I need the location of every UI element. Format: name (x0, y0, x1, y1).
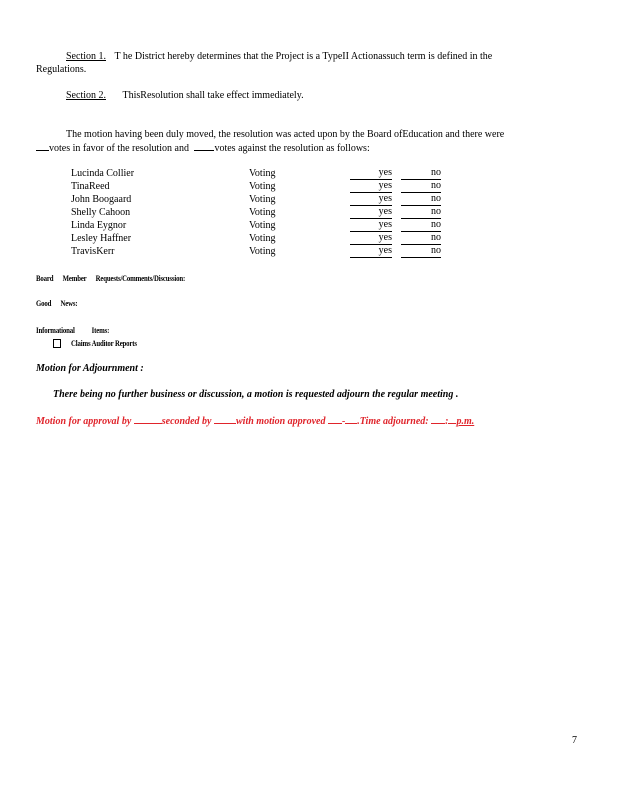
no-blank[interactable]: no (401, 193, 441, 206)
voting-label: Voting (249, 168, 276, 179)
board-member-requests-heading: Board Member Requests/Comments/Discussion: (36, 273, 186, 283)
approval-part-2: seconded by (161, 416, 212, 427)
approval-part-6: : (445, 416, 449, 427)
seconded-by-blank[interactable] (214, 414, 236, 424)
no-blank[interactable]: no (401, 180, 441, 193)
yes-blank[interactable]: yes (350, 245, 392, 258)
motion-paragraph (36, 128, 581, 155)
member-name: John Boogaard (71, 194, 132, 205)
no-blank[interactable]: no (401, 245, 441, 258)
adjournment-text: There being no further business or discussion, a motion is requested adjourn the regular meeting . (53, 389, 459, 400)
approval-part-4: - (341, 416, 346, 427)
member-name: Shelly Cahoon (71, 207, 131, 218)
no-blank[interactable]: no (401, 206, 441, 219)
yes-blank[interactable]: yes (350, 219, 392, 232)
no-blank[interactable]: no (401, 219, 441, 232)
vote-row (71, 232, 491, 245)
approval-line (36, 414, 474, 428)
yes-blank[interactable]: yes (350, 206, 392, 219)
voting-label: Voting (249, 246, 276, 257)
yes-blank[interactable]: yes (350, 180, 392, 193)
section-2-paragraph (66, 89, 576, 102)
motion-line-2b: votes against the resolution as follows: (214, 143, 370, 154)
vote-row (71, 219, 491, 232)
page-number: 7 (572, 735, 577, 746)
yes-blank[interactable]: yes (350, 167, 392, 180)
vote-row (71, 180, 491, 193)
voting-label: Voting (249, 194, 276, 205)
adjournment-heading: Motion for Adjournment : (36, 363, 144, 374)
votes-table (71, 167, 491, 262)
approval-part-7: p.m. (456, 416, 475, 427)
motion-line-2a: votes in favor of the resolution and (49, 143, 189, 154)
vote-row (71, 245, 491, 258)
approved-count-blank-2[interactable] (345, 414, 357, 424)
member-name: Lesley Haffner (71, 233, 132, 244)
no-blank[interactable]: no (401, 232, 441, 245)
section-1-text-line1: T he District hereby determines that the Project is a TypeII Actionassuch term is defined in the (114, 51, 493, 62)
approval-part-1: Motion for approval by (36, 416, 132, 427)
votes-against-blank[interactable] (194, 141, 214, 151)
time-hour-blank[interactable] (431, 414, 445, 424)
member-name: TinaReed (71, 181, 110, 192)
no-blank[interactable]: no (401, 167, 441, 180)
checkbox-bullet-icon (53, 339, 61, 348)
voting-label: Voting (249, 207, 276, 218)
votes-in-favor-blank[interactable] (36, 141, 49, 151)
member-name: Linda Eygnor (71, 220, 127, 231)
voting-label: Voting (249, 181, 276, 192)
voting-label: Voting (249, 233, 276, 244)
informational-items-heading: Informational Items: (36, 325, 110, 335)
voting-label: Voting (249, 220, 276, 231)
vote-row (71, 167, 491, 180)
vote-row (71, 206, 491, 219)
good-news-heading: Good News: (36, 298, 78, 308)
vote-row (71, 193, 491, 206)
section-1-paragraph (36, 50, 576, 76)
section-2-text: ThisResolution shall take effect immediately. (122, 90, 304, 101)
motion-line-1: The motion having been duly moved, the resolution was acted upon by the Board ofEducation and there were (66, 129, 505, 140)
informational-item (53, 337, 153, 350)
informational-item-text: Claims Auditor Reports (71, 338, 137, 348)
approval-part-5: .Time adjourned: (357, 416, 429, 427)
member-name: Lucinda Collier (71, 168, 135, 179)
approved-count-blank[interactable] (328, 414, 342, 424)
member-name: TravisKerr (71, 246, 115, 257)
approval-by-blank[interactable] (134, 414, 162, 424)
section-1-label: Section 1. (66, 51, 106, 62)
yes-blank[interactable]: yes (350, 193, 392, 206)
section-1-text-line2: Regulations. (36, 64, 87, 75)
section-2-label: Section 2. (66, 90, 106, 101)
approval-part-3: with motion approved (236, 416, 326, 427)
yes-blank[interactable]: yes (350, 232, 392, 245)
